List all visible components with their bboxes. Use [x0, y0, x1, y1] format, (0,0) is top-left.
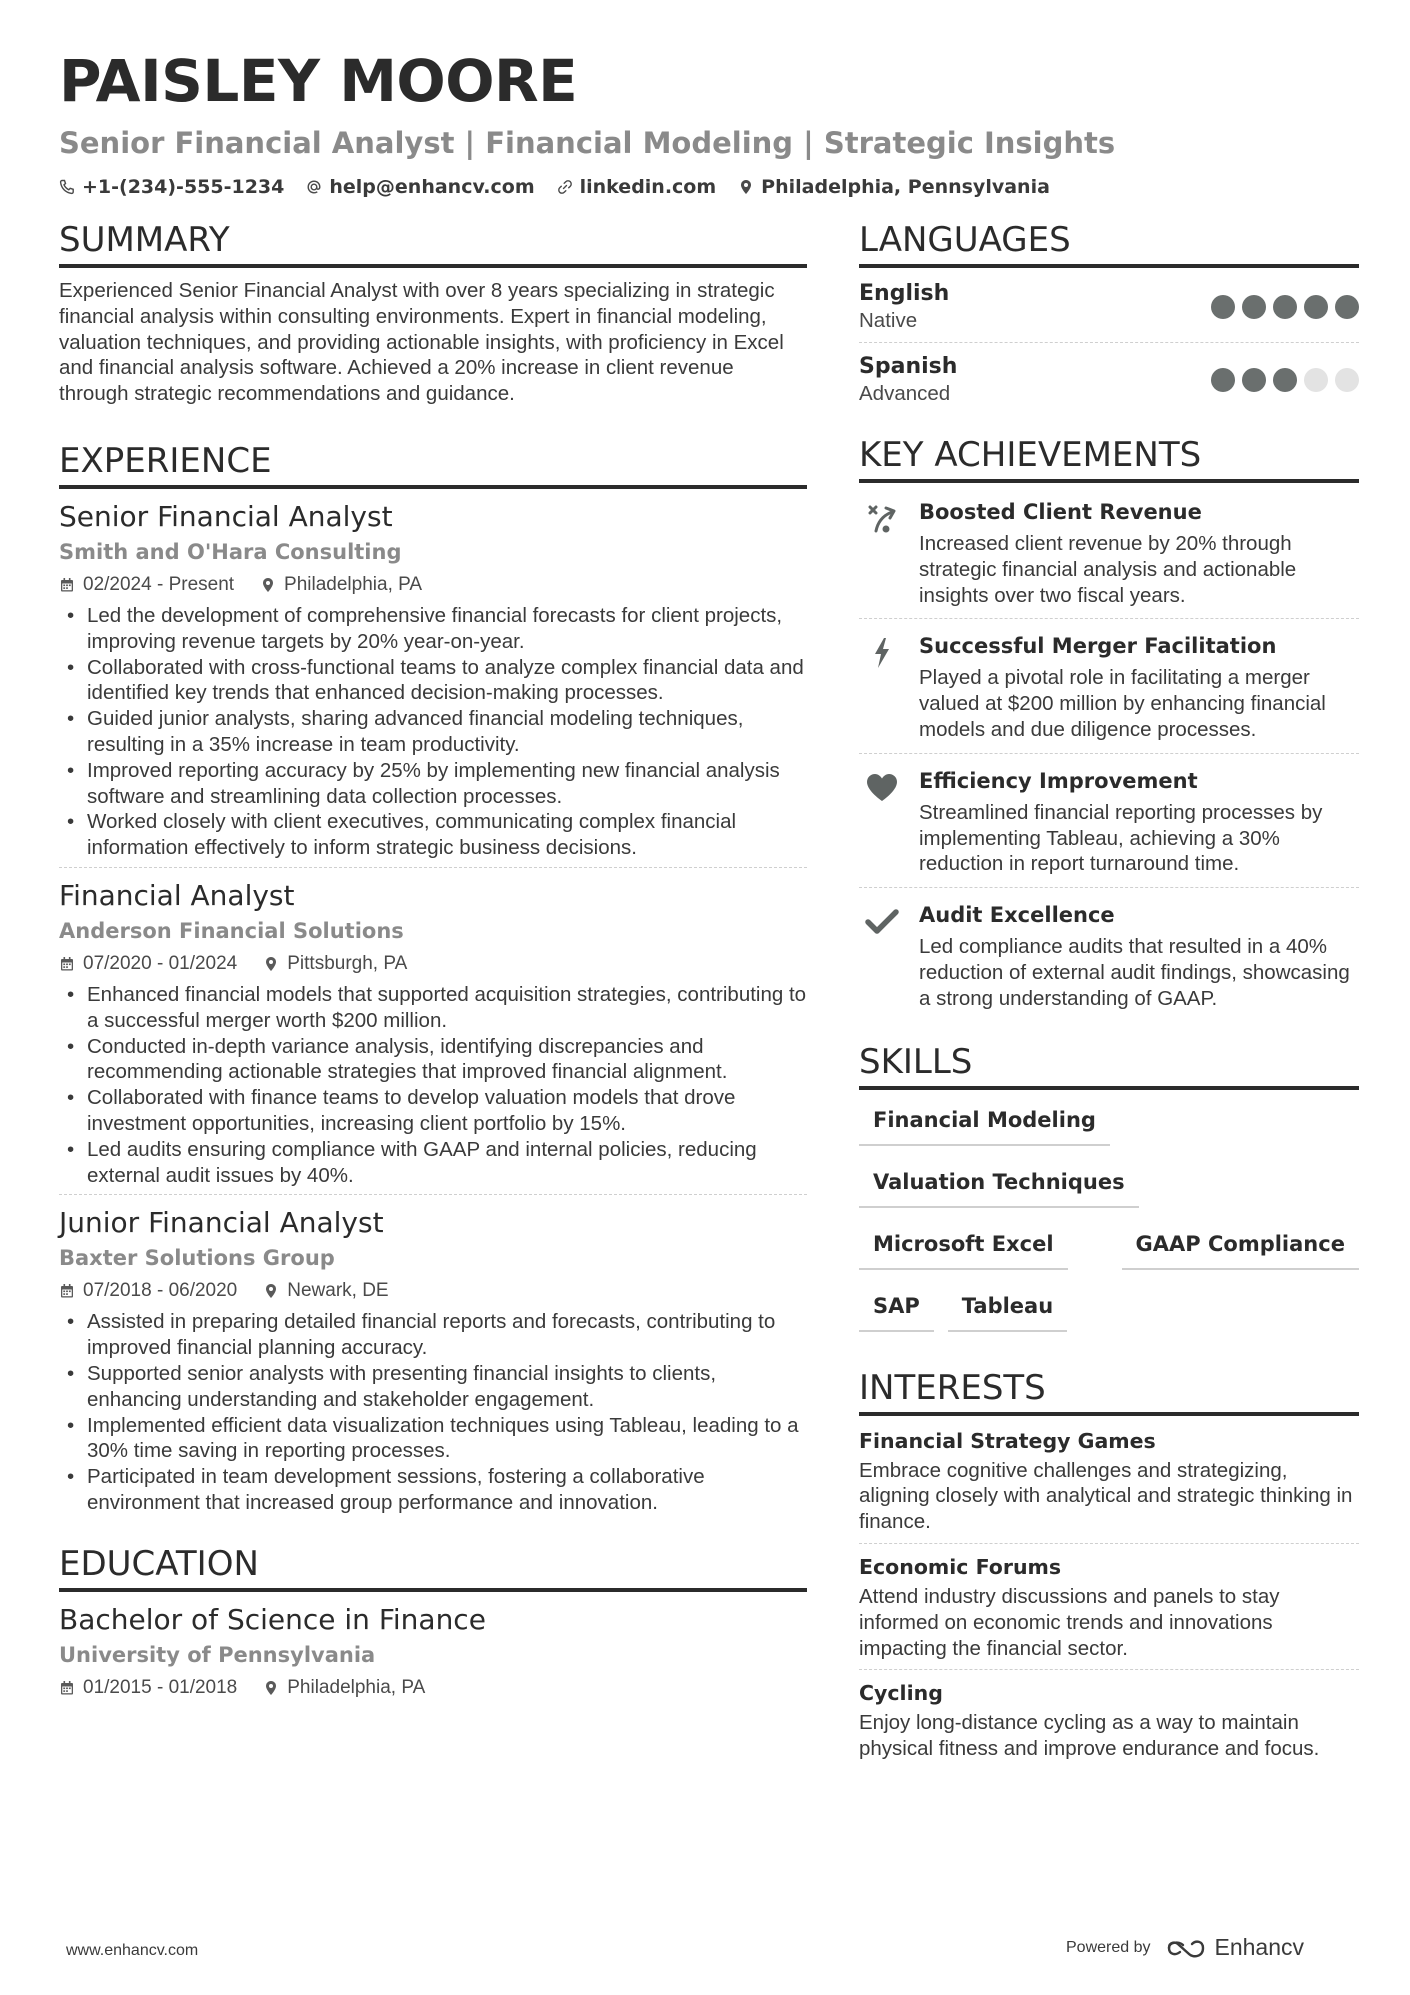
interest-item — [859, 1552, 1359, 1670]
summary-heading: SUMMARY — [59, 218, 807, 268]
rating-dot-filled — [1335, 295, 1359, 319]
skills-list — [859, 1100, 1359, 1332]
job-dates: 02/2024 - Present — [83, 573, 235, 595]
achievement-text: Led compliance audits that resulted in a 40% reduction of external audit findings, showcasing a strong understanding of GAAP. — [919, 935, 1350, 1010]
language-level: Advanced — [859, 382, 951, 405]
achievement-text: Played a pivotal role in facilitating a merger valued at $200 million by enhancing financial models and due diligence processes. — [919, 666, 1326, 741]
checkmark-icon — [864, 904, 900, 940]
interests-heading: INTERESTS — [859, 1366, 1359, 1416]
language-name: English — [859, 281, 950, 306]
rating-dot-filled — [1211, 368, 1235, 392]
achievement-text: Increased client revenue by 20% through strategic financial analysis and actionable insights over two fiscal years. — [919, 532, 1297, 607]
rating-dot-filled — [1242, 368, 1266, 392]
achievement-title: Boosted Client Revenue — [919, 500, 1202, 524]
job-title: Financial Analyst — [59, 878, 295, 912]
rating-dot-filled — [1273, 295, 1297, 319]
phone-text: +1-(234)-555-1234 — [82, 176, 285, 198]
job-company: Baxter Solutions Group — [59, 1246, 335, 1271]
heart-icon — [864, 770, 900, 806]
job-entry — [59, 878, 807, 1195]
location-pin-icon — [263, 1283, 279, 1299]
education-location: Philadelphia, PA — [287, 1676, 426, 1698]
brand-name: Enhancv — [1214, 1934, 1305, 1960]
bullet-item: • Implemented efficient data visualization techniques using Tableau, leading to a 30% time saving in reporting processes. — [59, 1413, 807, 1465]
location-pin-icon — [263, 956, 279, 972]
candidate-tagline: Senior Financial Analyst | Financial Modeling | Strategic Insights — [59, 126, 1116, 160]
infinity-logo-icon — [1165, 1937, 1207, 1959]
contact-phone[interactable] — [59, 176, 284, 198]
job-entry — [59, 499, 807, 868]
bullet-item: • Guided junior analysts, sharing advanced financial modeling techniques, resulting in a 35% increase in team productivity. — [59, 706, 807, 758]
resume-header — [59, 44, 1359, 198]
interest-item — [859, 1426, 1359, 1544]
location-text: Philadelphia, Pennsylvania — [761, 176, 1050, 198]
bullet-item: • Collaborated with cross-functional teams to analyze complex financial data and identified key trends that enhanced decision-making processes. — [59, 655, 807, 707]
rating-dot-empty — [1335, 368, 1359, 392]
contact-bar — [59, 176, 1359, 198]
rating-dot-filled — [1242, 295, 1266, 319]
skill-tag: Financial Modeling — [859, 1100, 1110, 1146]
achievement-title: Efficiency Improvement — [919, 768, 1198, 793]
language-level: Native — [859, 309, 918, 332]
contact-location — [738, 176, 1050, 198]
languages-heading: LANGUAGES — [859, 218, 1359, 268]
achievement-item — [859, 493, 1359, 619]
skills-heading: SKILLS — [859, 1040, 1359, 1090]
skill-tag: Tableau — [948, 1286, 1067, 1332]
job-meta — [59, 1277, 807, 1305]
job-location: Newark, DE — [287, 1280, 389, 1302]
languages-section — [859, 218, 1359, 415]
achievement-title: Audit Excellence — [919, 903, 1115, 928]
calendar-icon — [59, 1680, 75, 1696]
email-text: help@enhancv.com — [329, 176, 535, 198]
education-dates: 01/2015 - 01/2018 — [83, 1676, 238, 1698]
interest-text: Attend industry discussions and panels to stay informed on economic trends and innovations impacting the financial sector. — [859, 1584, 1280, 1660]
job-title: Senior Financial Analyst — [59, 499, 393, 533]
rating-dot-filled — [1273, 368, 1297, 392]
experience-section — [59, 439, 807, 1522]
achievement-text: Streamlined financial reporting processes by implementing Tableau, achieving a 30% reduction in report turnaround time. — [919, 800, 1323, 876]
bullet-item: • Assisted in preparing detailed financial reports and forecasts, contributing to improved financial planning accuracy. — [59, 1309, 807, 1361]
interest-title: Economic Forums — [859, 1554, 1062, 1579]
bullet-item: • Supported senior analysts with presenting financial insights to clients, enhancing understanding and stakeholder engagement. — [59, 1361, 807, 1413]
language-item — [859, 351, 1359, 415]
skill-tag: SAP — [859, 1286, 934, 1332]
phone-icon — [59, 179, 75, 195]
bullet-item: • Conducted in-depth variance analysis, identifying discrepancies and recommending actionable strategies that improved financial alignment. — [59, 1034, 807, 1086]
powered-by-label: Powered by — [1066, 1938, 1151, 1956]
job-meta — [59, 950, 807, 978]
bullet-item: • Enhanced financial models that supported acquisition strategies, contributing to a successful merger worth $200 million. — [59, 982, 807, 1034]
footer-website[interactable]: www.enhancv.com — [66, 1942, 199, 1959]
achievement-item — [859, 627, 1359, 753]
summary-section — [59, 218, 807, 407]
interests-section — [859, 1366, 1359, 1770]
rating-dot-filled — [1304, 295, 1328, 319]
achievement-title: Successful Merger Facilitation — [919, 634, 1277, 659]
school-name: University of Pennsylvania — [59, 1642, 376, 1667]
language-rating — [1211, 368, 1359, 392]
summary-text: Experienced Senior Financial Analyst with over 8 years specializing in strategic financial analysis within consulting environments. Expert in financial modeling, valuation techniques, and providing actionable insights, with proficiency in Excel and financial analysis software. Achieved a 20% increase in client revenue through strategic recommendations and guidance. — [59, 279, 784, 406]
bullet-item: • Worked closely with client executives, communicating complex financial information effectively to inform strategic business decisions. — [59, 809, 807, 861]
achievement-item — [859, 762, 1359, 888]
interest-title: Cycling — [859, 1681, 943, 1706]
skill-tag: GAAP Compliance — [1122, 1224, 1359, 1270]
education-section — [59, 1542, 807, 1702]
skill-tag: Valuation Techniques — [859, 1162, 1139, 1208]
job-dates: 07/2018 - 06/2020 — [83, 1280, 238, 1302]
location-pin-icon — [263, 1680, 279, 1696]
job-company: Smith and O'Hara Consulting — [59, 539, 402, 564]
calendar-icon — [59, 577, 75, 593]
interest-title: Financial Strategy Games — [859, 1428, 1156, 1453]
interest-text: Embrace cognitive challenges and strategizing, aligning closely with analytical and strategic thinking in finance. — [859, 1458, 1353, 1534]
achievements-section — [859, 433, 1359, 1022]
rating-dot-empty — [1304, 368, 1328, 392]
language-rating — [1211, 295, 1359, 319]
rating-dot-filled — [1211, 295, 1235, 319]
interest-item — [859, 1678, 1359, 1770]
job-meta — [59, 571, 807, 599]
lightning-icon — [864, 635, 900, 671]
bullet-item: • Led the development of comprehensive financial forecasts for client projects, improving revenue targets by 20% year-on-year. — [59, 603, 807, 655]
bullet-item: • Improved reporting accuracy by 25% by implementing new financial analysis software and streamlining data collection processes. — [59, 758, 807, 810]
bullet-item: • Participated in team development sessions, fostering a collaborative environment that increased group performance and innovation. — [59, 1464, 807, 1516]
contact-email[interactable] — [306, 176, 534, 198]
job-dates: 07/2020 - 01/2024 — [83, 952, 238, 974]
bullet-item: • Collaborated with finance teams to develop valuation models that drove investment opportunities, increasing client portfolio by 15%. — [59, 1085, 807, 1137]
linkedin-text: linkedin.com — [579, 176, 717, 198]
enhancv-logo[interactable] — [1165, 1934, 1305, 1961]
interest-text: Enjoy long-distance cycling as a way to maintain physical fitness and improve endurance and focus. — [859, 1711, 1320, 1761]
location-pin-icon — [738, 179, 754, 195]
job-bullets — [59, 1309, 807, 1515]
language-item — [859, 278, 1359, 343]
job-company: Anderson Financial Solutions — [59, 918, 404, 943]
language-name: Spanish — [859, 354, 958, 379]
degree-title: Bachelor of Science in Finance — [59, 1602, 486, 1636]
education-heading: EDUCATION — [59, 1542, 807, 1592]
calendar-icon — [59, 956, 75, 972]
link-icon — [557, 179, 573, 195]
job-location: Pittsburgh, PA — [287, 952, 408, 974]
job-location: Philadelphia, PA — [284, 573, 423, 595]
skills-section — [859, 1040, 1359, 1332]
job-bullets — [59, 603, 807, 861]
contact-linkedin[interactable] — [557, 176, 717, 198]
footer-branding — [1066, 1934, 1304, 1961]
education-meta — [59, 1674, 807, 1702]
job-title: Junior Financial Analyst — [59, 1206, 384, 1240]
experience-heading: EXPERIENCE — [59, 439, 807, 489]
left-column — [59, 218, 807, 1706]
achievement-item — [859, 896, 1359, 1021]
calendar-icon — [59, 1283, 75, 1299]
bullet-item: • Led audits ensuring compliance with GAAP and internal policies, reducing external audit issues by 40%. — [59, 1137, 807, 1189]
target-arrow-icon — [864, 501, 900, 537]
skill-tag: Microsoft Excel — [859, 1224, 1068, 1270]
location-pin-icon — [260, 577, 276, 593]
candidate-name: PAISLEY MOORE — [59, 47, 578, 115]
at-icon — [306, 179, 322, 195]
achievements-heading: KEY ACHIEVEMENTS — [859, 433, 1359, 483]
job-bullets — [59, 982, 807, 1188]
job-entry — [59, 1205, 807, 1521]
right-column — [859, 218, 1359, 1778]
